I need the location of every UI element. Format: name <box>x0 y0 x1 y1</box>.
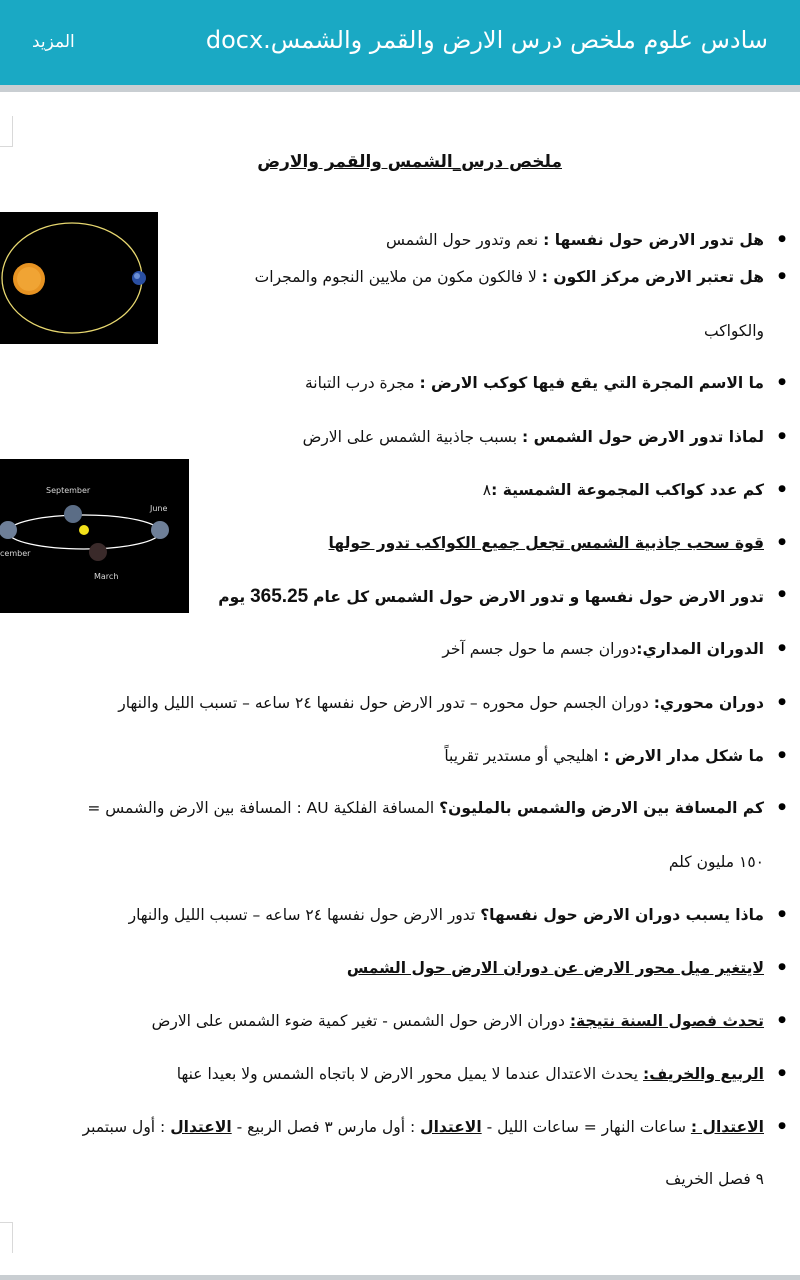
list-item <box>218 586 764 608</box>
answer: بسبب جاذبية الشمس على الارض <box>302 428 523 446</box>
list-item <box>129 906 764 924</box>
page-corner-marker <box>0 116 13 147</box>
question: تحدث فصول السنة نتيجة: <box>569 1012 764 1030</box>
definition: : أول سبتمبر <box>82 1118 171 1136</box>
answer: تدور الارض حول نفسها ٢٤ ساعه – تسبب الليل والنهار <box>128 906 481 924</box>
seasons-diagram-image <box>0 459 189 613</box>
question: هل تدور الارض حول نفسها : <box>543 231 764 249</box>
list-item <box>305 374 764 392</box>
answer: اهليجي أو مستدير تقريباً <box>444 747 604 765</box>
orbit-diagram-svg <box>0 212 158 344</box>
question: لماذا تدور الارض حول الشمس : <box>522 428 764 446</box>
list-item <box>329 534 764 552</box>
list-item <box>118 694 764 712</box>
term: الاعتدال <box>170 1118 232 1136</box>
label-december: cember <box>0 549 31 558</box>
app-bar <box>0 0 800 85</box>
answer: دوران الجسم حول محوره – تدور الارض حول نفسها ٢٤ ساعه – تسبب الليل والنهار <box>118 694 654 712</box>
list-item <box>177 1065 764 1083</box>
earth-orbit-image <box>0 212 158 344</box>
question: ماذا يسبب دوران الارض حول نفسها؟ <box>480 906 764 924</box>
answer: مجرة درب التبانة <box>304 374 420 392</box>
document-title: سادس علوم ملخص درس الارض والقمر والشمس.docx <box>205 26 768 54</box>
page-title: ملخص درس_الشمس والقمر والارض <box>257 152 562 172</box>
definition: ساعات النهار = ساعات الليل - <box>481 1118 691 1136</box>
list-item <box>444 747 764 765</box>
question: كم عدد كواكب المجموعة الشمسية : <box>491 481 764 499</box>
bottom-divider <box>0 1275 800 1280</box>
label-march: March <box>94 572 119 581</box>
list-item <box>87 799 764 817</box>
question: الربيع والخريف: <box>643 1065 764 1083</box>
question: الدوران المداري: <box>636 640 764 658</box>
top-divider <box>0 85 800 92</box>
question: هل تعتبر الارض مركز الكون : <box>541 268 764 286</box>
answer: ٨ <box>482 481 492 499</box>
list-item <box>386 231 764 249</box>
answer: دوران جسم ما حول جسم آخر <box>442 640 637 658</box>
question: كم المسافة بين الارض والشمس بالمليون؟ <box>439 799 764 817</box>
list-item <box>152 1012 764 1030</box>
list-item <box>483 481 764 499</box>
answer: يحدث الاعتدال عندما لا يميل محور الارض لا باتجاه الشمس ولا بعيدا عنها <box>176 1065 644 1083</box>
answer: دوران الارض حول الشمس - تغير كمية ضوء الشمس على الارض <box>151 1012 570 1030</box>
more-button[interactable]: المزيد <box>32 32 75 52</box>
list-item <box>255 268 764 286</box>
term: الاعتدال : <box>690 1118 764 1136</box>
list-item-continuation: ١٥٠ مليون كلم <box>668 853 764 871</box>
list-item-continuation: والكواكب <box>704 322 764 340</box>
answer: المسافة الفلكية AU : المسافة بين الارض والشمس = <box>87 799 440 817</box>
definition: : أول مارس ٣ فصل الربيع - <box>231 1118 421 1136</box>
term: الاعتدال <box>420 1118 482 1136</box>
list-item-continuation: ٩ فصل الخريف <box>665 1170 764 1188</box>
statement: لايتغير ميل محور الارض عن دوران الارض حول الشمس <box>346 959 764 977</box>
days-value: 365.25 <box>250 586 309 607</box>
days-unit: يوم <box>218 588 246 606</box>
list-item <box>303 428 764 446</box>
question: ما شكل مدار الارض : <box>603 747 764 765</box>
label-september: September <box>46 486 91 495</box>
answer: لا فالكون مكون من ملايين النجوم والمجرات <box>254 268 542 286</box>
page-corner-marker <box>0 1222 13 1253</box>
statement: قوة سحب جاذبية الشمس تجعل جميع الكواكب تدور حولها <box>328 534 764 552</box>
question: دوران محوري: <box>653 694 764 712</box>
list-item <box>83 1118 764 1136</box>
label-june: June <box>150 504 168 513</box>
statement: تدور الارض حول نفسها و تدور الارض حول الشمس كل عام <box>313 588 764 606</box>
seasons-diagram-svg <box>0 459 189 613</box>
list-item <box>442 640 764 658</box>
answer: نعم وتدور حول الشمس <box>385 231 544 249</box>
list-item <box>347 959 764 977</box>
question: ما الاسم المجرة التي يقع فيها كوكب الارض : <box>419 374 764 392</box>
